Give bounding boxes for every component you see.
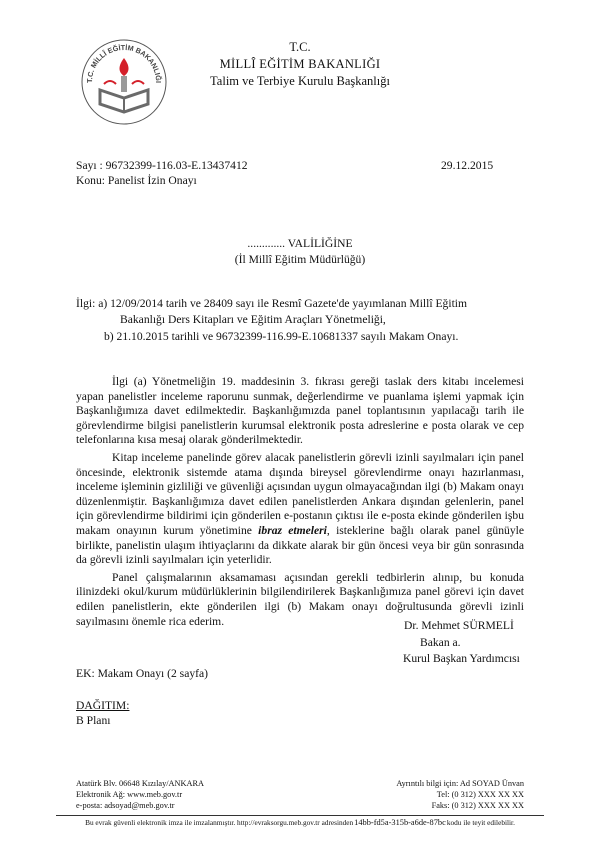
footer-contact: Ayrıntılı bilgi için: Ad SOYAD Ünvan bbox=[396, 779, 524, 788]
header-department: Talim ve Terbiye Kurulu Başkanlığı bbox=[210, 74, 390, 88]
recipient-line2: (İl Millî Eğitim Müdürlüğü) bbox=[234, 253, 366, 266]
header-ministry: MİLLÎ EĞİTİM BAKANLIĞI bbox=[219, 57, 381, 71]
header-tc: T.C. bbox=[289, 40, 311, 54]
footer-divider bbox=[56, 815, 544, 816]
footer-website: Elektronik Ağ: www.meb.gov.tr bbox=[76, 790, 183, 799]
signatory-title2: Kurul Başkan Yardımcısı bbox=[403, 652, 520, 665]
distribution-heading: DAĞITIM: bbox=[76, 699, 130, 712]
document-subject: Konu: Panelist İzin Onayı bbox=[76, 174, 197, 187]
verification-suffix: kodu ile teyit edilebilir. bbox=[446, 818, 515, 827]
reference-b-line: b) 21.10.2015 tarihli ve 96732399-116.99-E.10681337 sayılı Makam Onayı. bbox=[104, 330, 459, 343]
paragraph-2-part1: Kitap inceleme panelinde görev alacak panelistlerin görevli izinli sayılmaları için panel öncesinde, elektronik sistemde atama dışında bireysel görevlendirme onayı hazırlanması, inceleme işleminin gizliliği ve güvenliği açısından uygun olmayacağından ilgi (b) Makam onayı düzenlenmiştir. Başkanlığımıza davet edilen panelistlerden Ankara dışından gelenlerin, panel için görevlendirme bildirimi için gönderilen e-postanın çıktısı ile e-posta ekinde gönderilen işbu makam onayının kurum yönetimine bbox=[76, 450, 524, 537]
verification-code: 14bb-fd5a-315b-a6de-87bc bbox=[354, 818, 446, 827]
footer-phone: Tel: (0 312) XXX XX XX bbox=[436, 790, 524, 799]
recipient-line1: ............. VALİLİĞİNE bbox=[247, 237, 353, 250]
signatory-title1: Bakan a. bbox=[420, 636, 461, 649]
document-number: Sayı : 96732399-116.03-E.13437412 bbox=[76, 159, 248, 172]
paragraph-3: Panel çalışmalarının aksamaması açısından gerekli tedbirlerin alınıp, bu konuda ilinizdeki okul/kurum müdürlüklerinin bilgilendirilerek Başkanlığımıza panel görevi için davet edilen panelistlerin, ekte gönderilen ilgi (b) Makam onayı doğrultusunda görevli izinli sayılmasını önemle rica ederim. bbox=[76, 570, 524, 628]
distribution-item: B Planı bbox=[76, 714, 111, 727]
document-date: 29.12.2015 bbox=[441, 159, 494, 172]
body-text bbox=[76, 375, 524, 629]
verification-prefix: Bu evrak güvenli elektronik imza ile imzalanmıştır. http://evraksorgu.meb.gov.tr adresinden bbox=[85, 818, 354, 827]
verification-note bbox=[56, 818, 544, 828]
footer-email: e-posta: adsoyad@meb.gov.tr bbox=[76, 801, 175, 810]
logo-arc-text: T.C. MİLLÎ EĞİTİM BAKANLIĞI bbox=[84, 42, 164, 84]
reference-a-line2: Bakanlığı Ders Kitapları ve Eğitim Araçları Yönetmeliği, bbox=[120, 313, 386, 326]
paragraph-2-part2: , isteklerine bağlı olarak panel günüyle birlikte, panelistin ulaşım ihtiyaçlarını da dikkate alarak bir gün öncesi veya bir gün sonrasında da görevli izinli sayılmaları için yeterlidir. bbox=[76, 523, 524, 567]
paragraph-2 bbox=[76, 451, 524, 568]
signatory-name: Dr. Mehmet SÜRMELİ bbox=[404, 619, 514, 632]
attachment-note: EK: Makam Onayı (2 sayfa) bbox=[76, 667, 208, 680]
reference-a-line1: İlgi: a) 12/09/2014 tarih ve 28409 sayı ile Resmî Gazete'de yayımlanan Millî Eğitim bbox=[76, 297, 468, 310]
paragraph-2-emphasis: ibraz etmeleri bbox=[258, 523, 327, 537]
footer-fax: Faks: (0 312) XXX XX XX bbox=[431, 801, 524, 810]
paragraph-1: İlgi (a) Yönetmeliğin 19. maddesinin 3. fıkrası gereği taslak ders kitabı incelemesi yapan panelistler inceleme raporunu sunmak, değerlendirme ve puanlama işlemi yapmak için Başkanlığımıza davet edilmektedir. Başkanlığımızda panel toplantısının yapılacağı tarih ile görevlendirme bilgisi panelistlerin kurumsal elektronik posta adreslerine e posta olarak ve cep telefonlarına kısa mesaj olarak gönderilmektedir. bbox=[76, 375, 524, 447]
footer-address: Atatürk Blv. 06648 Kızılay/ANKARA bbox=[76, 779, 205, 788]
